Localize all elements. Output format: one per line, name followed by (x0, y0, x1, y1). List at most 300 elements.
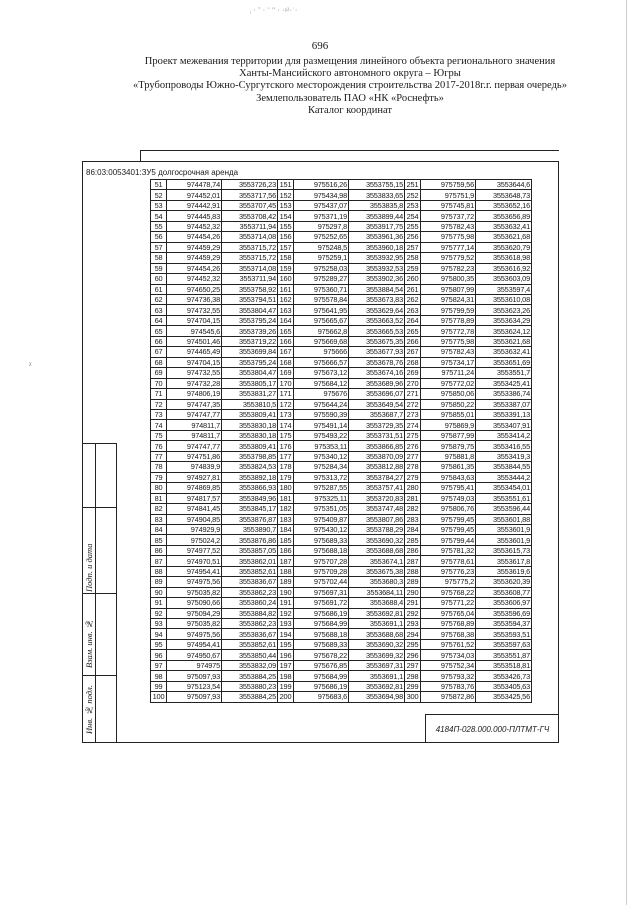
table-row (151, 180, 532, 190)
y-coordinate-cell: 3553405,63 (476, 681, 532, 691)
x-coordinate-cell: 975684,99 (294, 619, 349, 629)
x-coordinate-cell: 975578,84 (294, 294, 349, 304)
x-coordinate-cell: 975684,12 (294, 378, 349, 388)
point-number-cell: 183 (278, 514, 294, 524)
x-coordinate-cell: 974732,55 (167, 305, 222, 315)
y-coordinate-cell: 3553852,61 (222, 639, 278, 649)
x-coordinate-cell: 974459,29 (167, 242, 222, 252)
y-coordinate-cell: 3553899,44 (349, 211, 405, 221)
point-number-cell: 196 (278, 650, 294, 660)
point-number-cell: 283 (405, 514, 421, 524)
point-number-cell: 298 (405, 671, 421, 681)
x-coordinate-cell: 975768,22 (421, 587, 476, 597)
point-number-cell: 277 (405, 451, 421, 461)
point-number-cell: 265 (405, 326, 421, 336)
y-coordinate-cell: 3553689,96 (349, 378, 405, 388)
x-coordinate-cell: 975673,12 (294, 368, 349, 378)
y-coordinate-cell: 3553444,2 (476, 472, 532, 482)
x-coordinate-cell: 974650,25 (167, 284, 222, 294)
x-coordinate-cell: 975772,02 (421, 378, 476, 388)
y-coordinate-cell: 3553717,56 (222, 190, 278, 200)
point-number-cell: 267 (405, 347, 421, 357)
y-coordinate-cell: 3553845,17 (222, 504, 278, 514)
x-coordinate-cell: 975684,99 (294, 671, 349, 681)
x-coordinate-cell: 975686,19 (294, 681, 349, 691)
x-coordinate-cell: 974454,26 (167, 232, 222, 242)
y-coordinate-cell: 3553551,61 (476, 493, 532, 503)
x-coordinate-cell: 974839,9 (167, 462, 222, 472)
y-coordinate-cell: 3553707,45 (222, 200, 278, 210)
point-number-cell: 274 (405, 420, 421, 430)
x-coordinate-cell: 975881,8 (421, 451, 476, 461)
y-coordinate-cell: 3553692,81 (349, 681, 405, 691)
x-coordinate-cell: 975768,38 (421, 629, 476, 639)
table-row (151, 420, 532, 430)
y-coordinate-cell: 3553824,53 (222, 462, 278, 472)
y-coordinate-cell: 3553731,51 (349, 430, 405, 440)
y-coordinate-cell: 3553601,88 (476, 514, 532, 524)
y-coordinate-cell: 3553758,92 (222, 284, 278, 294)
table-row (151, 430, 532, 440)
table-row (151, 660, 532, 670)
table-row (151, 274, 532, 284)
y-coordinate-cell: 3553788,29 (349, 524, 405, 534)
y-coordinate-cell: 3553688,68 (349, 545, 405, 555)
y-coordinate-cell: 3553832,09 (222, 660, 278, 670)
point-number-cell: 82 (151, 504, 167, 514)
point-number-cell: 292 (405, 608, 421, 618)
x-coordinate-cell: 975843,63 (421, 472, 476, 482)
table-row (151, 650, 532, 660)
margin-mark: ᵪ (29, 356, 32, 366)
point-number-cell: 59 (151, 263, 167, 273)
y-coordinate-cell: 3553597,63 (476, 639, 532, 649)
x-coordinate-cell: 975666,57 (294, 357, 349, 367)
y-coordinate-cell: 3553699,32 (349, 650, 405, 660)
y-coordinate-cell: 3553836,67 (222, 629, 278, 639)
point-number-cell: 89 (151, 577, 167, 587)
point-number-cell: 281 (405, 493, 421, 503)
y-coordinate-cell: 3553648,73 (476, 190, 532, 200)
x-coordinate-cell: 975123,54 (167, 681, 222, 691)
x-coordinate-cell: 974811,7 (167, 420, 222, 430)
point-number-cell: 263 (405, 305, 421, 315)
point-number-cell: 272 (405, 399, 421, 409)
x-coordinate-cell: 974869,85 (167, 483, 222, 493)
point-number-cell: 177 (278, 451, 294, 461)
point-number-cell: 152 (278, 190, 294, 200)
x-coordinate-cell: 975094,29 (167, 608, 222, 618)
x-coordinate-cell: 975799,59 (421, 305, 476, 315)
y-coordinate-cell: 3553425,41 (476, 378, 532, 388)
y-coordinate-cell: 3553594,37 (476, 619, 532, 629)
y-coordinate-cell: 3553876,86 (222, 535, 278, 545)
point-number-cell: 189 (278, 577, 294, 587)
point-number-cell: 293 (405, 619, 421, 629)
table-row (151, 378, 532, 388)
coordinates-table (150, 179, 532, 703)
x-coordinate-cell: 974459,29 (167, 253, 222, 263)
y-coordinate-cell: 3553601,9 (476, 535, 532, 545)
point-number-cell: 164 (278, 315, 294, 325)
y-coordinate-cell: 3553518,81 (476, 660, 532, 670)
x-coordinate-cell: 974904,85 (167, 514, 222, 524)
x-coordinate-cell: 974452,01 (167, 190, 222, 200)
x-coordinate-cell: 975697,31 (294, 587, 349, 597)
point-number-cell: 65 (151, 326, 167, 336)
x-coordinate-cell: 975751,9 (421, 190, 476, 200)
x-coordinate-cell: 975869,9 (421, 420, 476, 430)
point-number-cell: 264 (405, 315, 421, 325)
y-coordinate-cell: 3553884,82 (222, 608, 278, 618)
x-coordinate-cell: 975683,6 (294, 692, 349, 702)
coordinates-table-body (151, 180, 532, 703)
x-coordinate-cell: 975340,12 (294, 451, 349, 461)
y-coordinate-cell: 3553649,54 (349, 399, 405, 409)
point-number-cell: 170 (278, 378, 294, 388)
x-coordinate-cell: 975258,03 (294, 263, 349, 273)
point-number-cell: 276 (405, 441, 421, 451)
y-coordinate-cell: 3553715,72 (222, 253, 278, 263)
point-number-cell: 74 (151, 420, 167, 430)
x-coordinate-cell: 974970,51 (167, 556, 222, 566)
point-number-cell: 167 (278, 347, 294, 357)
y-coordinate-cell: 3553678,76 (349, 357, 405, 367)
y-coordinate-cell: 3553407,91 (476, 420, 532, 430)
y-coordinate-cell: 3553675,38 (349, 566, 405, 576)
y-coordinate-cell: 3553892,18 (222, 472, 278, 482)
x-coordinate-cell: 974811,7 (167, 430, 222, 440)
y-coordinate-cell: 3553890,7 (222, 524, 278, 534)
x-coordinate-cell: 975759,56 (421, 180, 476, 190)
x-coordinate-cell: 975850,22 (421, 399, 476, 409)
y-coordinate-cell: 3553747,48 (349, 504, 405, 514)
x-coordinate-cell: 975493,22 (294, 430, 349, 440)
y-coordinate-cell: 3553961,36 (349, 232, 405, 242)
x-coordinate-cell: 975702,44 (294, 577, 349, 587)
x-coordinate-cell: 975666 (294, 347, 349, 357)
point-number-cell: 268 (405, 357, 421, 367)
header-line-4: Землепользователь ПАО «НК «Роснефть» (256, 92, 444, 104)
y-coordinate-cell: 3553675,35 (349, 336, 405, 346)
point-number-cell: 255 (405, 221, 421, 231)
y-coordinate-cell: 3553621,68 (476, 336, 532, 346)
table-row (151, 409, 532, 419)
y-coordinate-cell: 3553902,36 (349, 274, 405, 284)
y-coordinate-cell: 3553794,51 (222, 294, 278, 304)
table-row (151, 294, 532, 304)
point-number-cell: 291 (405, 598, 421, 608)
y-coordinate-cell: 3553416,55 (476, 441, 532, 451)
point-number-cell: 259 (405, 263, 421, 273)
x-coordinate-cell: 974465,49 (167, 347, 222, 357)
y-coordinate-cell: 3553836,67 (222, 577, 278, 587)
point-number-cell: 78 (151, 462, 167, 472)
y-coordinate-cell: 3553691,1 (349, 619, 405, 629)
y-coordinate-cell: 3553932,53 (349, 263, 405, 273)
y-coordinate-cell: 3553620,79 (476, 242, 532, 252)
x-coordinate-cell: 975707,28 (294, 556, 349, 566)
y-coordinate-cell: 3553634,29 (476, 315, 532, 325)
y-coordinate-cell: 3553551,87 (476, 650, 532, 660)
y-coordinate-cell: 3553835,8 (349, 200, 405, 210)
y-coordinate-cell: 3553880,23 (222, 681, 278, 691)
point-number-cell: 91 (151, 598, 167, 608)
page-edge (626, 0, 627, 905)
point-number-cell: 286 (405, 545, 421, 555)
x-coordinate-cell: 975313,72 (294, 472, 349, 482)
point-number-cell: 261 (405, 284, 421, 294)
point-number-cell: 97 (151, 660, 167, 670)
y-coordinate-cell: 3553651,69 (476, 357, 532, 367)
table-row (151, 389, 532, 399)
y-coordinate-cell: 3553603,09 (476, 274, 532, 284)
x-coordinate-cell: 975430,12 (294, 524, 349, 534)
y-coordinate-cell: 3553857,05 (222, 545, 278, 555)
x-coordinate-cell: 975641,95 (294, 305, 349, 315)
point-number-cell: 176 (278, 441, 294, 451)
y-coordinate-cell: 3553715,72 (222, 242, 278, 252)
point-number-cell: 156 (278, 232, 294, 242)
table-row (151, 587, 532, 597)
point-number-cell: 95 (151, 639, 167, 649)
y-coordinate-cell: 3553711,94 (222, 221, 278, 231)
x-coordinate-cell: 975284,34 (294, 462, 349, 472)
x-coordinate-cell: 974452,32 (167, 221, 222, 231)
point-number-cell: 75 (151, 430, 167, 440)
y-coordinate-cell: 3553425,56 (476, 692, 532, 702)
point-number-cell: 191 (278, 598, 294, 608)
y-coordinate-cell: 3553619,6 (476, 566, 532, 576)
x-coordinate-cell: 974817,57 (167, 493, 222, 503)
point-number-cell: 166 (278, 336, 294, 346)
point-number-cell: 94 (151, 629, 167, 639)
sidebar-divider (82, 507, 117, 508)
x-coordinate-cell: 975799,44 (421, 535, 476, 545)
table-row (151, 336, 532, 346)
table-row (151, 211, 532, 221)
table-row (151, 629, 532, 639)
point-number-cell: 153 (278, 200, 294, 210)
point-number-cell: 186 (278, 545, 294, 555)
point-number-cell: 173 (278, 409, 294, 419)
y-coordinate-cell: 3553629,64 (349, 305, 405, 315)
x-coordinate-cell: 975775,98 (421, 336, 476, 346)
x-coordinate-cell: 975777,14 (421, 242, 476, 252)
x-coordinate-cell: 975879,75 (421, 441, 476, 451)
y-coordinate-cell: 3553674,1 (349, 556, 405, 566)
x-coordinate-cell: 974445,83 (167, 211, 222, 221)
x-coordinate-cell: 975776,23 (421, 566, 476, 576)
x-coordinate-cell: 975765,04 (421, 608, 476, 618)
y-coordinate-cell: 3553804,47 (222, 305, 278, 315)
y-coordinate-cell: 3553617,8 (476, 556, 532, 566)
y-coordinate-cell: 3553884,25 (222, 692, 278, 702)
x-coordinate-cell: 974501,46 (167, 336, 222, 346)
y-coordinate-cell: 3553674,16 (349, 368, 405, 378)
table-row (151, 326, 532, 336)
point-number-cell: 68 (151, 357, 167, 367)
y-coordinate-cell: 3553596,69 (476, 608, 532, 618)
sidebar-divider (82, 443, 117, 444)
y-coordinate-cell: 3553692,81 (349, 608, 405, 618)
point-number-cell: 76 (151, 441, 167, 451)
x-coordinate-cell: 975590,39 (294, 409, 349, 419)
y-coordinate-cell: 3553862,01 (222, 556, 278, 566)
y-coordinate-cell: 3553805,17 (222, 378, 278, 388)
point-number-cell: 58 (151, 253, 167, 263)
y-coordinate-cell: 3553798,85 (222, 451, 278, 461)
y-coordinate-cell: 3553624,12 (476, 326, 532, 336)
x-coordinate-cell: 975824,31 (421, 294, 476, 304)
x-coordinate-cell: 975248,5 (294, 242, 349, 252)
x-coordinate-cell: 975516,26 (294, 180, 349, 190)
point-number-cell: 71 (151, 389, 167, 399)
point-number-cell: 300 (405, 692, 421, 702)
x-coordinate-cell: 975691,72 (294, 598, 349, 608)
y-coordinate-cell: 3553720,83 (349, 493, 405, 503)
x-coordinate-cell: 975353,11 (294, 441, 349, 451)
header-line-5: Каталог координат (308, 104, 392, 116)
point-number-cell: 297 (405, 660, 421, 670)
x-coordinate-cell: 975097,93 (167, 692, 222, 702)
point-number-cell: 200 (278, 692, 294, 702)
x-coordinate-cell: 975734,17 (421, 357, 476, 367)
x-coordinate-cell: 975297,8 (294, 221, 349, 231)
table-row (151, 253, 532, 263)
table-row (151, 284, 532, 294)
x-coordinate-cell: 974841,45 (167, 504, 222, 514)
point-number-cell: 254 (405, 211, 421, 221)
table-row (151, 671, 532, 681)
point-number-cell: 175 (278, 430, 294, 440)
point-number-cell: 193 (278, 619, 294, 629)
x-coordinate-cell: 975806,76 (421, 504, 476, 514)
y-coordinate-cell: 3553673,83 (349, 294, 405, 304)
point-number-cell: 96 (151, 650, 167, 660)
table-row (151, 232, 532, 242)
table-row (151, 598, 532, 608)
point-number-cell: 90 (151, 587, 167, 597)
point-number-cell: 184 (278, 524, 294, 534)
y-coordinate-cell: 3553690,32 (349, 639, 405, 649)
x-coordinate-cell: 974454,26 (167, 263, 222, 273)
label-inv-orig: Инв. № подл. (84, 685, 94, 735)
y-coordinate-cell: 3553615,73 (476, 545, 532, 555)
point-number-cell: 294 (405, 629, 421, 639)
table-row (151, 681, 532, 691)
x-coordinate-cell: 974927,81 (167, 472, 222, 482)
table-row (151, 619, 532, 629)
y-coordinate-cell: 3553830,18 (222, 420, 278, 430)
header-line-3: «Трубопроводы Южно-Сургутского месторождения строительства 2017-2018г.г. первая очередь» (133, 80, 567, 92)
table-row (151, 347, 532, 357)
point-number-cell: 271 (405, 389, 421, 399)
x-coordinate-cell: 975689,33 (294, 535, 349, 545)
point-number-cell: 61 (151, 284, 167, 294)
y-coordinate-cell: 3553691,1 (349, 671, 405, 681)
point-number-cell: 73 (151, 409, 167, 419)
table-row (151, 545, 532, 555)
y-coordinate-cell: 3553932,95 (349, 253, 405, 263)
x-coordinate-cell: 975434,98 (294, 190, 349, 200)
plot-label: 86:03:0053401:ЗУ5 долгосрочная аренда (86, 168, 239, 177)
point-number-cell: 92 (151, 608, 167, 618)
y-coordinate-cell: 3553621,68 (476, 232, 532, 242)
x-coordinate-cell: 974747,77 (167, 441, 222, 451)
y-coordinate-cell: 3553387,07 (476, 399, 532, 409)
x-coordinate-cell: 975360,71 (294, 284, 349, 294)
x-coordinate-cell: 974954,41 (167, 639, 222, 649)
y-coordinate-cell: 3553632,41 (476, 221, 532, 231)
x-coordinate-cell: 975678,22 (294, 650, 349, 660)
y-coordinate-cell: 3553849,96 (222, 493, 278, 503)
x-coordinate-cell: 975781,32 (421, 545, 476, 555)
point-number-cell: 79 (151, 472, 167, 482)
x-coordinate-cell: 975287,55 (294, 483, 349, 493)
x-coordinate-cell: 975676,85 (294, 660, 349, 670)
point-number-cell: 275 (405, 430, 421, 440)
y-coordinate-cell: 3553862,23 (222, 619, 278, 629)
label-inv-subst: Взам. инв. № (84, 619, 94, 669)
y-coordinate-cell: 3553810,5 (222, 399, 278, 409)
y-coordinate-cell: 3553606,97 (476, 598, 532, 608)
point-number-cell: 83 (151, 514, 167, 524)
point-number-cell: 161 (278, 284, 294, 294)
table-row (151, 357, 532, 367)
x-coordinate-cell: 975688,18 (294, 629, 349, 639)
table-row (151, 483, 532, 493)
point-number-cell: 178 (278, 462, 294, 472)
x-coordinate-cell: 975676 (294, 389, 349, 399)
y-coordinate-cell: 3553656,89 (476, 211, 532, 221)
x-coordinate-cell: 975289,27 (294, 274, 349, 284)
x-coordinate-cell: 975772,78 (421, 326, 476, 336)
table-row (151, 263, 532, 273)
y-coordinate-cell: 3553876,87 (222, 514, 278, 524)
x-coordinate-cell: 975855,01 (421, 409, 476, 419)
x-coordinate-cell: 975737,72 (421, 211, 476, 221)
y-coordinate-cell: 3553677,93 (349, 347, 405, 357)
x-coordinate-cell: 975779,52 (421, 253, 476, 263)
x-coordinate-cell: 975782,43 (421, 221, 476, 231)
header-line-2: Ханты-Мансийского автономного округа – Югры (239, 68, 461, 80)
x-coordinate-cell: 975689,33 (294, 639, 349, 649)
point-number-cell: 278 (405, 462, 421, 472)
x-coordinate-cell: 974975 (167, 660, 222, 670)
y-coordinate-cell: 3553696,07 (349, 389, 405, 399)
point-number-cell: 198 (278, 671, 294, 681)
x-coordinate-cell: 974747,35 (167, 399, 222, 409)
point-number-cell: 269 (405, 368, 421, 378)
point-number-cell: 168 (278, 357, 294, 367)
x-coordinate-cell: 975799,45 (421, 524, 476, 534)
y-coordinate-cell: 3553830,18 (222, 430, 278, 440)
point-number-cell: 279 (405, 472, 421, 482)
x-coordinate-cell: 975771,22 (421, 598, 476, 608)
point-number-cell: 280 (405, 483, 421, 493)
x-coordinate-cell: 975783,76 (421, 681, 476, 691)
point-number-cell: 67 (151, 347, 167, 357)
x-coordinate-cell: 975097,93 (167, 671, 222, 681)
header-line-1: Проект межевания территории для размещения линейного объекта регионального значения (144, 56, 556, 67)
point-number-cell: 252 (405, 190, 421, 200)
table-row (151, 221, 532, 231)
point-number-cell: 87 (151, 556, 167, 566)
point-number-cell: 160 (278, 274, 294, 284)
frame-top-border (140, 150, 559, 161)
point-number-cell: 199 (278, 681, 294, 691)
